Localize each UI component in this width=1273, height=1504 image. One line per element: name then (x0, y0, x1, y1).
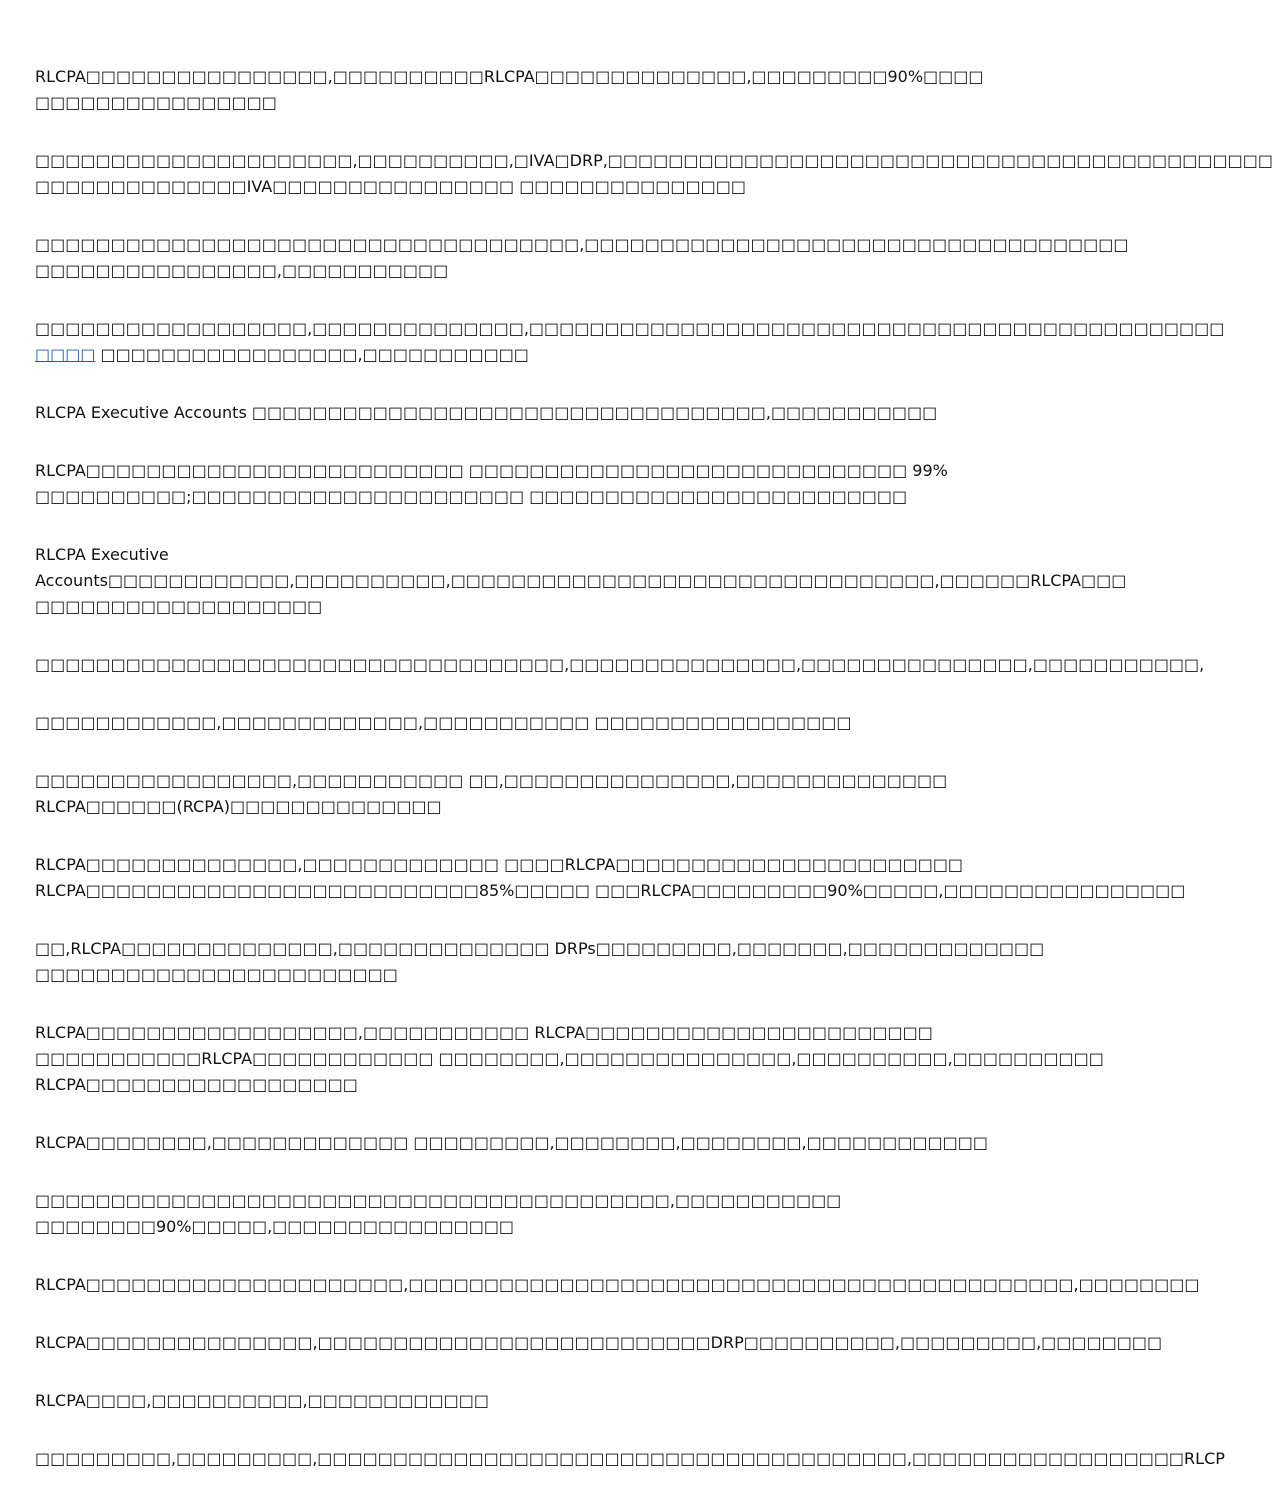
paragraph (35, 1388, 990, 1414)
text-line: RLCPA□□□□□□□□□□□□□□□,□□□□□□□□□□□□□□□□□□□□□□□□□□DRP□□□□□□□□□□,□□□□□□□□□,□□□□□□□□ (35, 1333, 1163, 1352)
text-line: □□□□□□□□□□□□□□□□□□□□□□□□□□□□□□□□□□□,□□□□□□□□□□□□□□□,□□□□□□□□□□□□□□□,□□□□□□□□□□□, (35, 655, 1205, 674)
paragraph (35, 1130, 990, 1156)
paragraph (35, 710, 990, 736)
text-line: □□□□□□□□□□□□□□□□ (35, 93, 277, 112)
text-line: RLCPA Executive (35, 545, 169, 564)
paragraph (35, 852, 1186, 904)
paragraph (35, 232, 1129, 284)
text-line: RLCPA□□□□□□□□□□□□□□□□□□□□□□□□□□85%□□□□□ □□□RLCPA□□□□□□□□□90%□□□□□,□□□□□□□□□□□□□□□□ (35, 881, 1186, 900)
text-line: □□□□□□□□□,□□□□□□□□□,□□□□□□□□□□□□□□□□□□□□□□□□□□□□□□□□□□□□□□□,□□□□□□□□□□□□□□□□□□RLCP (35, 1449, 1225, 1468)
paragraph (35, 542, 1127, 620)
paragraph (35, 1446, 1225, 1472)
text-line-with-link (35, 342, 990, 368)
text-line: □□□□□□□□□□□□□□□□□□□ (35, 597, 323, 616)
paragraph (35, 458, 990, 510)
text-line: □□,RLCPA□□□□□□□□□□□□□□,□□□□□□□□□□□□□□ DRPs□□□□□□□□□,□□□□□□□,□□□□□□□□□□□□□ (35, 939, 1045, 958)
text-line: RLCPA□□□□□□(RCPA)□□□□□□□□□□□□□□ (35, 797, 442, 816)
text-line: Accounts□□□□□□□□□□□□,□□□□□□□□□□,□□□□□□□□□□□□□□□□□□□□□□□□□□□□□□□□,□□□□□□RLCPA□□□ (35, 571, 1127, 590)
paragraph (35, 400, 990, 426)
text-line: □□□□□□□□□□□□□□□□□,□□□□□□□□□□□ □□,□□□□□□□□□□□□□□□,□□□□□□□□□□□□□□ (35, 771, 948, 790)
text-line: □□□□□□□□□□□□□□IVA□□□□□□□□□□□□□□□□ □□□□□□□□□□□□□□□ (35, 177, 746, 196)
paragraph (35, 1330, 1163, 1356)
text-line: RLCPA□□□□□□□□□□□□□□□□□□,□□□□□□□□□□□ RLCPA□□□□□□□□□□□□□□□□□□□□□□□ (35, 1023, 933, 1042)
text-line: □□□□□□□□□□□RLCPA□□□□□□□□□□□□ □□□□□□□□,□□□□□□□□□□□□□□□,□□□□□□□□□□,□□□□□□□□□□ (35, 1049, 1104, 1068)
paragraph (35, 1272, 1200, 1298)
text-line: □□□□□□□□□□□□□□□□□□□□□□□□□□□□□□□□□□□□□□□□□□,□□□□□□□□□□□ (35, 1191, 842, 1210)
text-line: RLCPA□□□□□□□□□□□□□□□□□□□□□□□□□ □□□□□□□□□□□□□□□□□□□□□□□□□□□□□ 99% (35, 461, 948, 480)
text-line: RLCPA Executive Accounts □□□□□□□□□□□□□□□□□□□□□□□□□□□□□□□□□□,□□□□□□□□□□□ (35, 403, 938, 422)
text-line: □□□□□□□□□□□□,□□□□□□□□□□□□□,□□□□□□□□□□□ □□□□□□□□□□□□□□□□□ (35, 713, 852, 732)
text-line: □□□□□□□□□□□□□□□□□□□□□□□□ (35, 965, 398, 984)
paragraph (35, 64, 990, 116)
text-line: RLCPA□□□□□□□□□□□□□□□□□□ (35, 1075, 358, 1094)
paragraph (35, 652, 1205, 678)
text-line: RLCPA□□□□□□□□,□□□□□□□□□□□□□ □□□□□□□□□,□□□□□□□□,□□□□□□□□,□□□□□□□□□□□□ (35, 1133, 988, 1152)
text-line: □□□□□□□□□□□□□□□□□□□□□□□□□□□□□□□□□□□□,□□□□□□□□□□□□□□□□□□□□□□□□□□□□□□□□□□□□ (35, 235, 1129, 254)
text-line: RLCPA□□□□□□□□□□□□□□,□□□□□□□□□□□□□ □□□□RLCPA□□□□□□□□□□□□□□□□□□□□□□□ (35, 855, 964, 874)
text-line: □□□□□□□□90%□□□□□,□□□□□□□□□□□□□□□□ (35, 1217, 515, 1236)
paragraph (35, 148, 1273, 200)
document-body (35, 64, 1273, 1504)
text-line: □□□□□□□□□□;□□□□□□□□□□□□□□□□□□□□□□ □□□□□□□□□□□□□□□□□□□□□□□□□ (35, 487, 908, 506)
paragraph (35, 1020, 1104, 1098)
text-line: □□□□□□□□□□□□□□□□□□□□□,□□□□□□□□□□,□IVA□DRP,□□□□□□□□□□□□□□□□□□□□□□□□□□□□□□□□□□□□□□□□□□□□ (35, 151, 1273, 170)
text-line: RLCPA□□□□,□□□□□□□□□□,□□□□□□□□□□□□ (35, 1391, 489, 1410)
paragraph (35, 1188, 990, 1240)
text-line: □□□□□□□□□□□□□□□□□□,□□□□□□□□□□□□□□,□□□□□□□□□□□□□□□□□□□□□□□□□□□□□□□□□□□□□□□□□□□□□□ (35, 319, 1225, 338)
text-line: RLCPA□□□□□□□□□□□□□□□□,□□□□□□□□□□RLCPA□□□□□□□□□□□□□□,□□□□□□□□□90%□□□□ (35, 67, 984, 86)
inline-link[interactable]: □□□□ (35, 345, 96, 364)
paragraph (35, 936, 1045, 988)
paragraph (35, 768, 990, 820)
paragraph (35, 316, 1225, 368)
text-after-link: □□□□□□□□□□□□□□□□□,□□□□□□□□□□□ (95, 345, 529, 364)
text-line: RLCPA□□□□□□□□□□□□□□□□□□□□□,□□□□□□□□□□□□□□□□□□□□□□□□□□□□□□□□□□□□□□□□□□□□,□□□□□□□□ (35, 1275, 1200, 1294)
text-line: □□□□□□□□□□□□□□□□,□□□□□□□□□□□ (35, 261, 449, 280)
